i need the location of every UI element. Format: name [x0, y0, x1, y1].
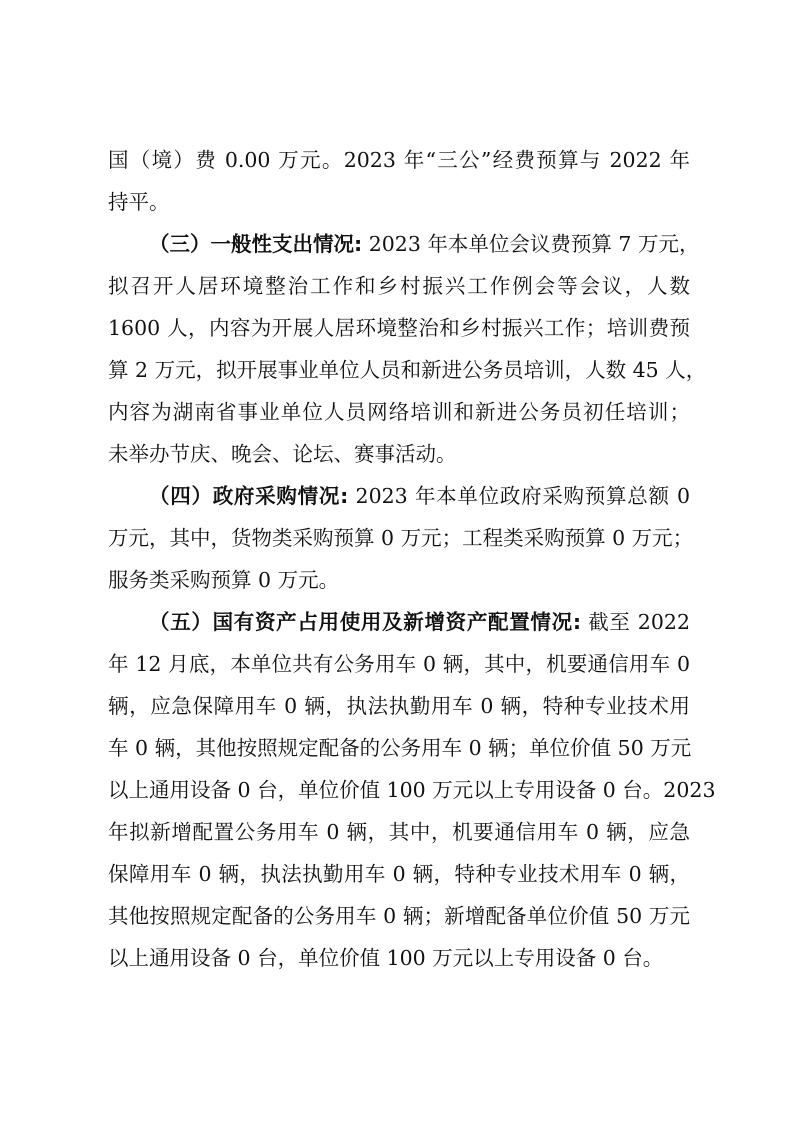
line-text: 拟召开人居环境整治工作和乡村振兴工作例会等会议，人数 [108, 274, 690, 298]
text-line [108, 643, 690, 685]
text-line [108, 895, 690, 937]
text-line [108, 727, 690, 769]
text-line [108, 853, 690, 895]
text-line [108, 769, 716, 811]
text-line [108, 517, 694, 559]
text-line [108, 265, 690, 307]
text-line [108, 181, 690, 223]
line-text: 年 12 月底，本单位共有公务用车 0 辆，其中，机要通信用车 0 [108, 652, 690, 676]
line-text: 1600 人，内容为开展人居环境整治和乡村振兴工作；培训费预 [108, 316, 690, 340]
line-text: 万元，其中，货物类采购预算 0 万元；工程类采购预算 0 万元； [108, 526, 694, 550]
line-text: 辆，应急保障用车 0 辆，执法执勤用车 0 辆，特种专业技术用 [108, 694, 690, 718]
line-text: 持平。 [108, 190, 170, 214]
line-text: 国（境）费 0.00 万元。2023 年“三公”经费预算与 2022 年 [108, 148, 690, 172]
text-line [108, 433, 690, 475]
text-line [108, 391, 690, 433]
text-line [108, 685, 690, 727]
line-text: 保障用车 0 辆，执法执勤用车 0 辆，特种专业技术用车 0 辆， [108, 862, 690, 886]
line-text: 服务类采购预算 0 万元。 [108, 568, 340, 592]
text-line [108, 601, 690, 643]
text-line [108, 937, 690, 979]
line-text: 年拟新增配置公务用车 0 辆，其中，机要通信用车 0 辆，应急 [108, 820, 690, 844]
line-text: 未举办节庆、晚会、论坛、赛事活动。 [108, 442, 457, 466]
line-text: 算 2 万元，拟开展事业单位人员和新进公务员培训，人数 45 人， [108, 358, 707, 382]
text-line [108, 307, 690, 349]
text-line [108, 139, 690, 181]
line-text: 以上通用设备 0 台，单位价值 100 万元以上专用设备 0 台。2023 [108, 778, 716, 802]
text-line [108, 811, 690, 853]
line-text: 截至 2022 [581, 610, 690, 634]
text-line [108, 349, 707, 391]
text-line [108, 559, 690, 601]
document-body [108, 139, 716, 979]
section-heading: （五）国有资产占用使用及新增资产配置情况: [149, 610, 582, 634]
line-text: 内容为湖南省事业单位人员网络培训和新进公务员初任培训； [108, 400, 690, 424]
line-text: 其他按照规定配备的公务用车 0 辆；新增配备单位价值 50 万元 [108, 904, 690, 928]
section-heading: （三）一般性支出情况: [149, 232, 363, 256]
line-text: 2023 年本单位会议费预算 7 万元， [362, 232, 700, 256]
line-text: 车 0 辆，其他按照规定配备的公务用车 0 辆；单位价值 50 万元 [108, 736, 692, 760]
section-heading: （四）政府采购情况: [149, 484, 349, 508]
line-text: 以上通用设备 0 台，单位价值 100 万元以上专用设备 0 台。 [108, 946, 664, 970]
line-text: 2023 年本单位政府采购预算总额 0 [348, 484, 691, 508]
text-line [108, 475, 690, 517]
text-line [108, 223, 700, 265]
